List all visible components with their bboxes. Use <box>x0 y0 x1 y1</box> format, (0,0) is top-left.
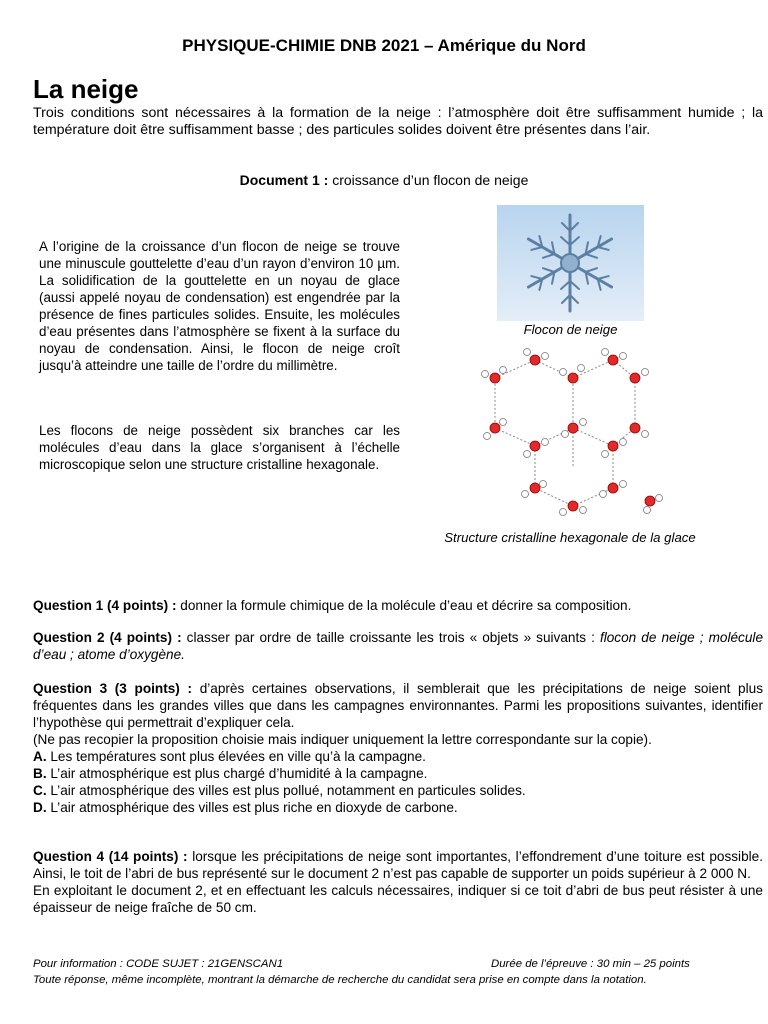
ice-structure-image <box>475 338 675 520</box>
question-4-label: Question 4 (14 points) : <box>33 849 188 864</box>
footer-info: Pour information : CODE SUJET : 21GENSCAN1 <box>33 958 284 970</box>
ice-structure-caption: Structure cristalline hexagonale de la glace <box>444 530 696 545</box>
document-1-label: Document 1 : <box>239 172 329 188</box>
ice-crystal-structure-icon <box>475 338 675 520</box>
question-3-option-a: A. Les températures sont plus élevées en ville qu’à la campagne. <box>33 749 426 764</box>
question-2-label: Question 2 (4 points) : <box>33 630 182 645</box>
document-1-heading <box>0 172 768 188</box>
question-4-text-2: En exploitant le document 2, et en effectuant les calculs nécessaires, indiquer si ce toit d’abri de bus peut résister à une épaisseur de neige fraîche de 50 cm. <box>33 883 763 915</box>
question-1-label: Question 1 (4 points) : <box>33 598 177 613</box>
snowflake-icon <box>497 205 644 321</box>
question-3-option-b: B. L’air atmosphérique est plus chargé d’humidité à la campagne. <box>33 766 428 781</box>
question-3-note: (Ne pas recopier la proposition choisie mais indiquer uniquement la lettre correspondante sur la copie). <box>33 732 652 747</box>
question-3-text: d’après certaines observations, il semblerait que les précipitations de neige soient plus fréquentes dans les grandes villes que dans les campagnes environnantes. Parmi les propositions suivantes, identifier l’hypothèse qui permettrait d’expliquer cela. <box>33 681 763 730</box>
snowflake-image <box>497 205 644 321</box>
footer-duration: Durée de l’épreuve : 30 min – 25 points <box>491 958 690 970</box>
question-2-items: flocon de neige ; molécule d’eau ; atome d’oxygène. <box>33 630 763 662</box>
page-title: La neige <box>33 74 139 104</box>
question-1 <box>33 597 763 614</box>
footer-note: Toute réponse, même incomplète, montrant la démarche de recherche du candidat sera prise en compte dans la notation. <box>33 974 647 986</box>
question-1-text: donner la formule chimique de la molécule d’eau et décrire sa composition. <box>180 598 632 613</box>
question-4 <box>33 848 763 916</box>
document-1-paragraph-1: A l’origine de la croissance d’un flocon de neige se trouve une minuscule gouttelette d’eau d’un rayon d’environ 10 µm. La solidification de la gouttelette en un noyau de glace (aussi appelé noyau de condensation) est engendrée par la présence de fines particules solides. Ensuite, les molécules d’eau présentes dans l’atmosphère se fixent à la surface du noyau de condensation. Ainsi, le flocon de neige croît jusqu’à atteindre une taille de l’ordre du millimètre. <box>39 239 400 373</box>
question-3-option-d: D. L’air atmosphérique des villes est plus riche en dioxyde de carbone. <box>33 800 458 815</box>
question-2 <box>33 629 763 663</box>
question-3-option-c: C. L’air atmosphérique des villes est plus pollué, notamment en particules solides. <box>33 783 526 798</box>
question-2-text: classer par ordre de taille croissante les trois « objets » suivants : <box>186 630 595 645</box>
question-3 <box>33 680 763 816</box>
question-3-label: Question 3 (3 points) : <box>33 681 193 696</box>
page-header: PHYSIQUE-CHIMIE DNB 2021 – Amérique du Nord <box>182 36 586 55</box>
intro-paragraph: Trois conditions sont nécessaires à la formation de la neige : l’atmosphère doit être suffisamment humide ; la température doit être suffisamment basse ; des particules solides doivent être présentes dans l’air. <box>33 105 763 138</box>
document-1-caption: croissance d’un flocon de neige <box>332 172 529 188</box>
snowflake-caption: Flocon de neige <box>523 322 618 337</box>
document-1-paragraph-2: Les flocons de neige possèdent six branches car les molécules d’eau dans la glace s’organisent à l’échelle microscopique selon une structure cristalline hexagonale. <box>39 423 400 472</box>
question-4-text: lorsque les précipitations de neige sont importantes, l’effondrement d’une toiture est possible. Ainsi, le toit de l’abri de bus représenté sur le document 2 n’est pas capable de supporter un poids supérieur à 2 000 N. <box>33 849 763 881</box>
